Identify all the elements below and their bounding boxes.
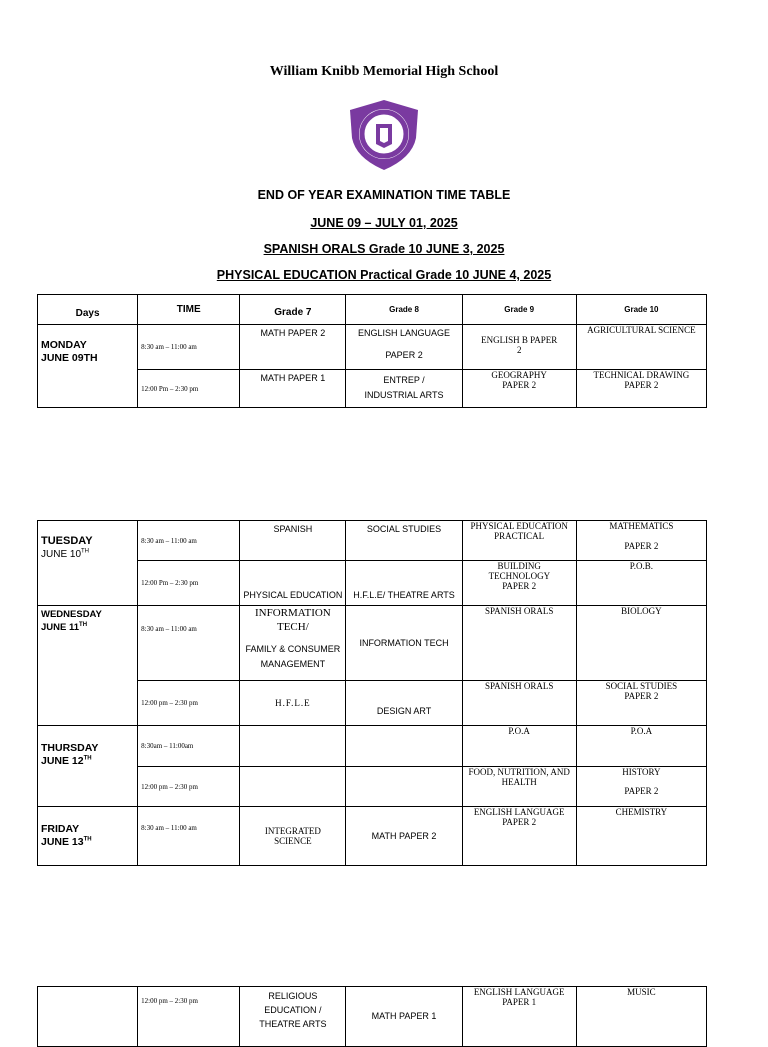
col-header-grade8: Grade 8 <box>346 295 462 325</box>
time-slot: 8:30am – 11:00am <box>138 726 240 767</box>
exam-cell: P.O.B. <box>576 561 706 606</box>
exam-line: PAPER 2 <box>624 541 659 551</box>
day-date: JUNE 13TH <box>41 836 92 848</box>
exam-cell: ENGLISH B PAPER 2 <box>462 325 576 370</box>
exam-cell: SOCIAL STUDIES <box>346 521 462 561</box>
time-slot: 8:30 am – 11:00 am <box>138 807 240 866</box>
exam-cell: INTEGRATED SCIENCE <box>240 807 346 866</box>
exam-cell: SOCIAL STUDIES PAPER 2 <box>576 681 706 726</box>
exam-cell: INFORMATION TECH <box>346 606 462 681</box>
day-name: WEDNESDAY <box>41 609 102 620</box>
exam-cell: SPANISH ORALS <box>462 681 576 726</box>
table-row <box>38 767 707 807</box>
col-header-grade9: Grade 9 <box>462 295 576 325</box>
time-slot: 12:00 Pm – 2:30 pm <box>138 561 240 606</box>
exam-title: END OF YEAR EXAMINATION TIME TABLE <box>257 188 511 202</box>
exam-cell: ENTREP / INDUSTRIAL ARTS <box>346 370 462 408</box>
exam-cell: FOOD, NUTRITION, AND HEALTH <box>462 767 576 807</box>
exam-cell <box>576 767 706 807</box>
exam-cell: MATH PAPER 2 <box>346 807 462 866</box>
exam-cell <box>240 767 346 807</box>
exam-cell: DESIGN ART <box>346 681 462 726</box>
exam-dates: JUNE 09 – JULY 01, 2025 <box>310 216 458 230</box>
exam-cell: CHEMISTRY <box>576 807 706 866</box>
exam-cell: MATH PAPER 1 <box>346 987 462 1047</box>
day-cell-wednesday <box>38 606 138 726</box>
exam-cell: SPANISH <box>240 521 346 561</box>
exam-line: PAPER 2 <box>624 786 659 796</box>
exam-cell <box>576 521 706 561</box>
time-slot: 12:00 Pm – 2:30 pm <box>138 370 240 408</box>
col-header-grade7: Grade 7 <box>240 295 346 325</box>
exam-cell: P.O.A <box>576 726 706 767</box>
time-slot: 8:30 am – 11:00 am <box>138 521 240 561</box>
table-row <box>38 681 707 726</box>
col-header-time: TIME <box>138 295 240 325</box>
day-name: THURSDAY <box>41 742 99 754</box>
day-cell-friday <box>38 807 138 866</box>
day-cell-thursday <box>38 726 138 807</box>
exam-cell: RELIGIOUS EDUCATION / THEATRE ARTS <box>240 987 346 1047</box>
table-row <box>38 370 707 408</box>
exam-cell: GEOGRAPHY PAPER 2 <box>462 370 576 408</box>
table-row <box>38 521 707 561</box>
exam-cell: AGRICULTURAL SCIENCE <box>576 325 706 370</box>
table-row <box>38 726 707 767</box>
pe-practical-note: PHYSICAL EDUCATION Practical Grade 10 JUNE 4, 2025 <box>216 268 552 282</box>
timetable-section-2 <box>37 520 707 866</box>
timetable-section-1 <box>37 294 707 408</box>
table-row <box>38 325 707 370</box>
exam-cell: MATH PAPER 1 <box>240 370 346 408</box>
day-cell-monday <box>38 325 138 408</box>
exam-line: ENGLISH LANGUAGE <box>358 328 451 338</box>
day-date: JUNE 09TH <box>41 352 98 364</box>
exam-line: PAPER 2 <box>385 350 423 360</box>
table-row <box>38 606 707 681</box>
exam-cell: PHYSICAL EDUCATION <box>240 561 346 606</box>
exam-cell: ENGLISH LANGUAGE PAPER 1 <box>462 987 576 1047</box>
exam-cell: PHYSICAL EDUCATION PRACTICAL <box>462 521 576 561</box>
day-date: JUNE 11TH <box>41 621 88 633</box>
table-row <box>38 807 707 866</box>
exam-line: HISTORY <box>622 767 661 777</box>
exam-line: INFORMATION TECH/ <box>254 607 331 633</box>
exam-cell: MUSIC <box>576 987 706 1047</box>
day-cell-tuesday <box>38 521 138 606</box>
exam-cell: P.O.A <box>462 726 576 767</box>
exam-cell: BUILDING TECHNOLOGY PAPER 2 <box>462 561 576 606</box>
time-slot: 12:00 pm – 2:30 pm <box>138 987 240 1047</box>
header-row <box>38 295 707 325</box>
exam-cell: MATH PAPER 2 <box>240 325 346 370</box>
exam-line: FAMILY & CONSUMER MANAGEMENT <box>245 644 341 669</box>
spanish-orals-note: SPANISH ORALS Grade 10 JUNE 3, 2025 <box>263 242 505 256</box>
day-name: MONDAY <box>41 339 87 351</box>
exam-cell: ENGLISH LANGUAGE PAPER 2 <box>462 807 576 866</box>
time-slot: 8:30 am – 11:00 am <box>138 606 240 681</box>
timetable-section-3 <box>37 986 707 1047</box>
day-date: JUNE 12TH <box>41 755 92 767</box>
exam-cell: H.F.L.E/ THEATRE ARTS <box>346 561 462 606</box>
day-name: FRIDAY <box>41 823 80 835</box>
exam-cell: SPANISH ORALS <box>462 606 576 681</box>
day-name: TUESDAY <box>41 535 93 547</box>
exam-cell <box>346 726 462 767</box>
exam-line: MATHEMATICS <box>609 521 674 531</box>
school-crest-icon <box>346 98 422 172</box>
exam-cell <box>240 606 346 681</box>
exam-cell: H.F.L.E <box>240 681 346 726</box>
col-header-days: Days <box>38 295 138 325</box>
table-row <box>38 561 707 606</box>
table-row <box>38 987 707 1047</box>
exam-cell <box>346 767 462 807</box>
time-slot: 12:00 pm – 2:30 pm <box>138 767 240 807</box>
col-header-grade10: Grade 10 <box>576 295 706 325</box>
exam-cell: TECHNICAL DRAWING PAPER 2 <box>576 370 706 408</box>
exam-cell: BIOLOGY <box>576 606 706 681</box>
time-slot: 12:00 pm – 2:30 pm <box>138 681 240 726</box>
day-cell <box>38 987 138 1047</box>
school-name: William Knibb Memorial High School <box>269 64 499 79</box>
time-slot: 8:30 am – 11:00 am <box>138 325 240 370</box>
exam-cell <box>240 726 346 767</box>
exam-cell <box>346 325 462 370</box>
day-date: JUNE 10TH <box>41 548 90 560</box>
